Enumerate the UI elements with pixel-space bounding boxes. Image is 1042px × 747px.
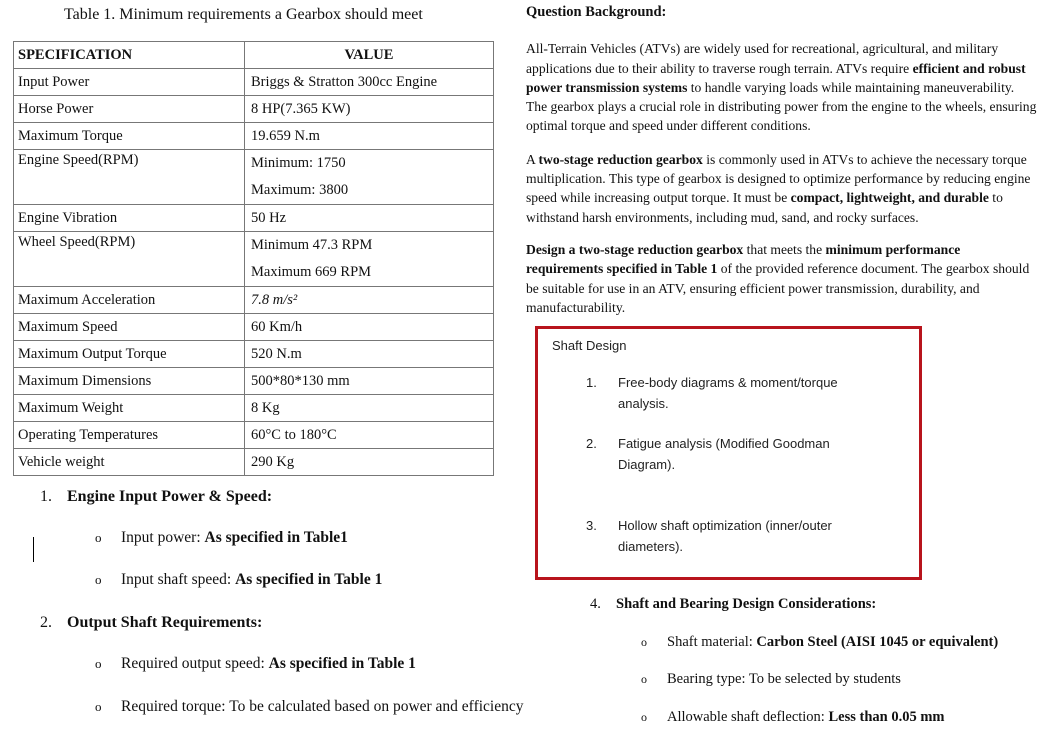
table-row [14,123,494,150]
spec-cell: Horse Power [14,96,245,123]
table-row [14,422,494,449]
table-row [14,205,494,232]
value-cell: 50 Hz [245,205,494,232]
bullet-shaft-material [641,634,998,651]
text-run-bold: minimum performance requirements specified in Table 1 [526,241,961,277]
spec-cell: Maximum Torque [14,123,245,150]
text-run: to withstand harsh environments, including mud, sand, and rocky surfaces. [526,190,1003,225]
bullet-label: Required torque: To be calculated based on power and efficiency [121,698,524,715]
bullet-icon: o [95,656,102,671]
background-paragraph-1 [526,39,1038,135]
text-run-bold: two-stage reduction gearbox [538,151,703,167]
bullet-value: As specified in Table 1 [235,571,383,588]
spec-cell: Engine Speed(RPM) [14,150,245,205]
bullet-label: Required output speed: [121,655,269,672]
item-text: Free-body diagrams & moment/torque analysis. [618,375,838,411]
spec-cell: Maximum Dimensions [14,368,245,395]
list-item-engine-input [40,488,272,506]
spec-cell: Vehicle weight [14,449,245,476]
considerations-heading [590,596,876,613]
value-cell [245,150,494,205]
text-run: to handle varying loads while maintaining maneuverability. The gearbox plays a crucial role in distributing power from the engine to the wheels, ensuring optimal torque and speed under different conditions. [526,79,1037,134]
list-number: 2. [40,614,52,631]
background-heading: Question Background: [526,4,667,20]
question-background [526,3,1038,317]
text-cursor [33,537,34,562]
value-cell: 8 Kg [245,395,494,422]
value-cell: 8 HP(7.365 KW) [245,96,494,123]
value-line: Maximum 669 RPM [251,264,372,280]
value-cell: 520 N.m [245,341,494,368]
bullet-value: Less than 0.05 mm [828,709,945,725]
table-row [14,314,494,341]
spec-cell: Maximum Acceleration [14,287,245,314]
spec-cell: Maximum Speed [14,314,245,341]
item-number: 2. [586,436,597,451]
bullet-label: Input power: [121,529,205,546]
bullet-icon: o [95,699,102,714]
value-cell: Briggs & Stratton 300cc Engine [245,69,494,96]
text-run: that meets the [743,241,826,257]
value-cell: 60°C to 180°C [245,422,494,449]
spec-cell: Maximum Weight [14,395,245,422]
bullet-value: Carbon Steel (AISI 1045 or equivalent) [756,634,999,650]
list-title: Engine Input Power & Speed: [67,488,273,505]
list-title: Shaft and Bearing Design Considerations: [616,596,877,612]
bullet-label: Input shaft speed: [121,571,236,588]
spec-table [13,41,494,476]
spec-cell: Wheel Speed(RPM) [14,232,245,287]
bullet-label: Shaft material: [667,634,757,650]
bullet-input-shaft-speed [95,571,382,589]
background-paragraph-2 [526,150,1038,227]
spec-cell: Maximum Output Torque [14,341,245,368]
bullet-value: As specified in Table 1 [268,655,416,672]
value-cell: 60 Km/h [245,314,494,341]
item-number: 1. [586,375,597,390]
bullet-bearing-type [641,671,901,688]
header-value: VALUE [245,42,494,69]
table-header-row [14,42,494,69]
value-cell: 500*80*130 mm [245,368,494,395]
bullet-icon: o [641,635,647,649]
table-row [14,368,494,395]
table-row [14,341,494,368]
bullet-label: Bearing type: To be selected by students [667,671,901,687]
bullet-icon: o [95,572,102,587]
shaft-design-box [535,326,922,580]
bullet-required-torque [95,698,523,716]
list-number: 1. [40,488,52,505]
table-caption: Table 1. Minimum requirements a Gearbox should meet [64,6,423,23]
bullet-icon: o [95,530,102,545]
spec-cell: Input Power [14,69,245,96]
bullet-value: As specified in Table1 [204,529,348,546]
value-cell: 7.8 m/s² [245,287,494,314]
text-run-bold: compact, lightweight, and durable [790,190,989,206]
table-row [14,449,494,476]
background-paragraph-3 [526,240,1038,317]
value-line: Minimum 47.3 RPM [251,237,373,253]
table-row [14,287,494,314]
table-row [14,69,494,96]
table-row [14,395,494,422]
text-run: A [526,151,539,167]
header-spec: SPECIFICATION [14,42,245,69]
table-row [14,96,494,123]
bullet-input-power [95,529,348,547]
bullet-shaft-deflection [641,709,944,726]
spec-cell: Operating Temperatures [14,422,245,449]
value-cell: 19.659 N.m [245,123,494,150]
item-text: Hollow shaft optimization (inner/outer diameters). [618,518,832,554]
item-text: Fatigue analysis (Modified Goodman Diagram). [618,436,830,472]
item-number: 3. [586,518,597,533]
spec-cell: Engine Vibration [14,205,245,232]
text-run: All-Terrain Vehicles (ATVs) are widely used for recreational, agricultural, and military applications due to their ability to traverse rough terrain. ATVs require [526,41,999,76]
bullet-icon: o [641,672,647,686]
shaft-design-title: Shaft Design [552,338,627,353]
value-line: Maximum: 3800 [251,182,349,198]
list-item-output-shaft [40,614,262,632]
text-run-bold: efficient and robust power transmission systems [526,60,1026,95]
value-cell: 290 Kg [245,449,494,476]
text-run: is commonly used in ATVs to achieve the necessary torque multiplication. This type of gearbox is designed to optimize performance by reducing engine speed while increasing output torque. It must be [526,151,1031,206]
list-number: 4. [590,596,601,612]
value-cell [245,232,494,287]
table-row [14,150,494,205]
table-row [14,232,494,287]
text-run: of the provided reference document. The gearbox should be suitable for use in an ATV, ensuring efficient power transmission, durability, and manufacturability. [526,261,1030,315]
bullet-icon: o [641,710,647,724]
value-line: Minimum: 1750 [251,155,346,171]
bullet-label: Allowable shaft deflection: [667,709,829,725]
bullet-output-speed [95,655,416,673]
list-title: Output Shaft Requirements: [67,614,263,631]
text-run-bold: Design a two-stage reduction gearbox [526,241,744,257]
